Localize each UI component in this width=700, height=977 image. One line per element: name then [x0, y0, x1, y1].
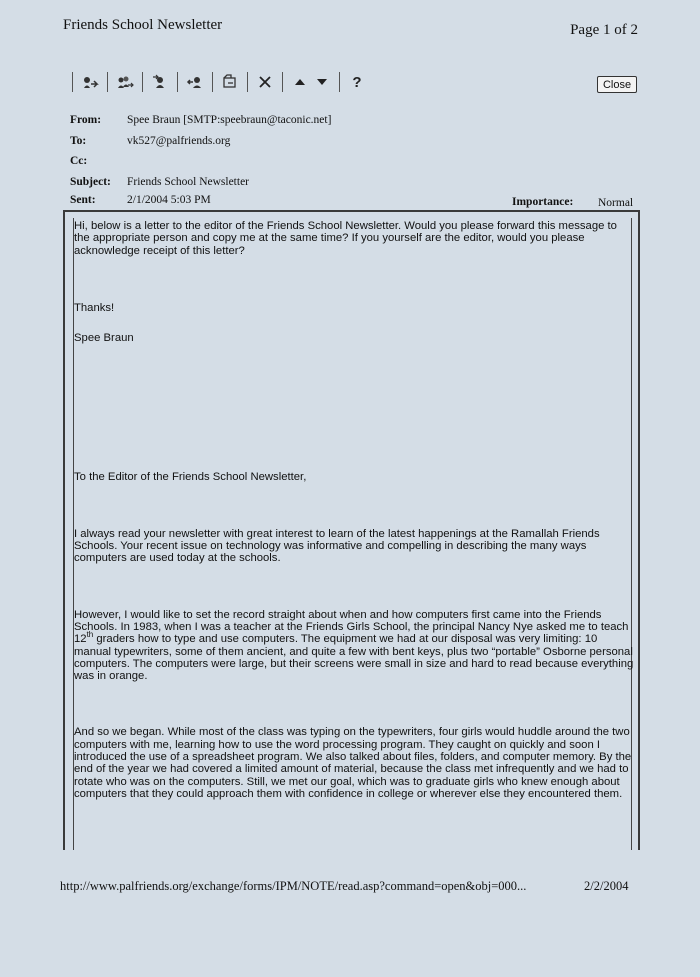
importance-label: Importance:	[512, 196, 574, 208]
toolbar-separator	[177, 72, 178, 92]
toolbar-separator	[107, 72, 108, 92]
body-thanks: Thanks!	[74, 301, 115, 314]
page-number: Page 1 of 2	[570, 22, 638, 38]
reply-all-icon[interactable]	[114, 71, 136, 93]
body-salutation: To the Editor of the Friends School Newsletter,	[74, 471, 307, 484]
toolbar-separator	[212, 72, 213, 92]
from-label: From:	[70, 114, 102, 126]
message-toolbar	[66, 70, 368, 94]
body-intro: Hi, below is a letter to the editor of the Friends School Newsletter. Would you please forward this message to the appropriate person and copy me at the same time? If you yourself are the editor, would you please acknowledge receipt of this letter?	[74, 220, 617, 257]
body-paragraph-2-b: graders how to type and use computers. The equipment we had at our disposal was very limiting: 10 manual typewriters, some of them ancient, and quite a few with bent keys, plus two “portable” Osborne personal computers. The computers were large, but their screens were small in size and hard to read because everything was in orange.	[74, 633, 634, 683]
forward-icon[interactable]	[149, 71, 171, 93]
reply-with-history-icon[interactable]	[184, 71, 206, 93]
delete-icon[interactable]	[254, 71, 276, 93]
toolbar-separator	[339, 72, 340, 92]
next-icon[interactable]	[311, 71, 333, 93]
cc-label: Cc:	[70, 155, 88, 167]
body-paragraph-1: I always read your newsletter with great interest to learn of the latest happenings at the Ramallah Friends Schools. Your recent issue on technology was informative and compelling in describing the many ways computers are used today at the schools.	[74, 527, 600, 565]
sent-label: Sent:	[70, 194, 96, 206]
toolbar-separator	[282, 72, 283, 92]
toolbar-separator	[142, 72, 143, 92]
subject-label: Subject:	[70, 176, 111, 188]
toolbar-separator	[247, 72, 248, 92]
previous-icon[interactable]	[289, 71, 311, 93]
body-paragraph-2	[74, 609, 634, 683]
move-to-folder-icon[interactable]	[219, 71, 241, 93]
footer-url: http://www.palfriends.org/exchange/forms/IPM/NOTE/read.asp?command=open&obj=000...	[60, 879, 527, 893]
toolbar-separator	[72, 72, 73, 92]
body-paragraph-3: And so we began. While most of the class was typing on the typewriters, four girls would huddle around the two computers with me, learning how to use the word processing program. They caught on quickly and soon I introduced the use of a spreadsheet program. We also talked about files, folders, and computer memory. By the end of the year we had covered a limited amount of material, because the class met infrequently and we had to rotate who was on the computers. Still, we met our goal, which was to graduate girls who knew enough about computers that they could approach them with confidence in college or wherever else they encountered them.	[74, 726, 632, 800]
body-signature: Spee Braun	[74, 332, 134, 345]
to-value: vk527@palfriends.org	[127, 135, 231, 147]
message-body-frame	[63, 210, 640, 850]
from-value: Spee Braun [SMTP:speebraun@taconic.net]	[127, 114, 332, 126]
footer-date: 2/2/2004	[584, 879, 629, 893]
importance-value: Normal	[598, 197, 634, 209]
help-icon[interactable]: ?	[352, 73, 362, 91]
reply-icon[interactable]	[79, 71, 101, 93]
close-button[interactable]: Close	[597, 76, 637, 93]
sent-value: 2/1/2004 5:03 PM	[127, 194, 211, 206]
message-body	[74, 220, 634, 800]
subject-value: Friends School Newsletter	[127, 176, 250, 188]
page-header-title: Friends School Newsletter	[63, 17, 223, 33]
body-paragraph-2-sup: th	[86, 630, 94, 640]
to-label: To:	[70, 135, 87, 147]
body-paragraph-2-a: However, I would like to set the record straight about when and how computers first came into the Friends Schools. In 1983, when I was a teacher at the Friends Girls School, the principal Nancy Nye asked me to teach 12	[74, 608, 629, 646]
